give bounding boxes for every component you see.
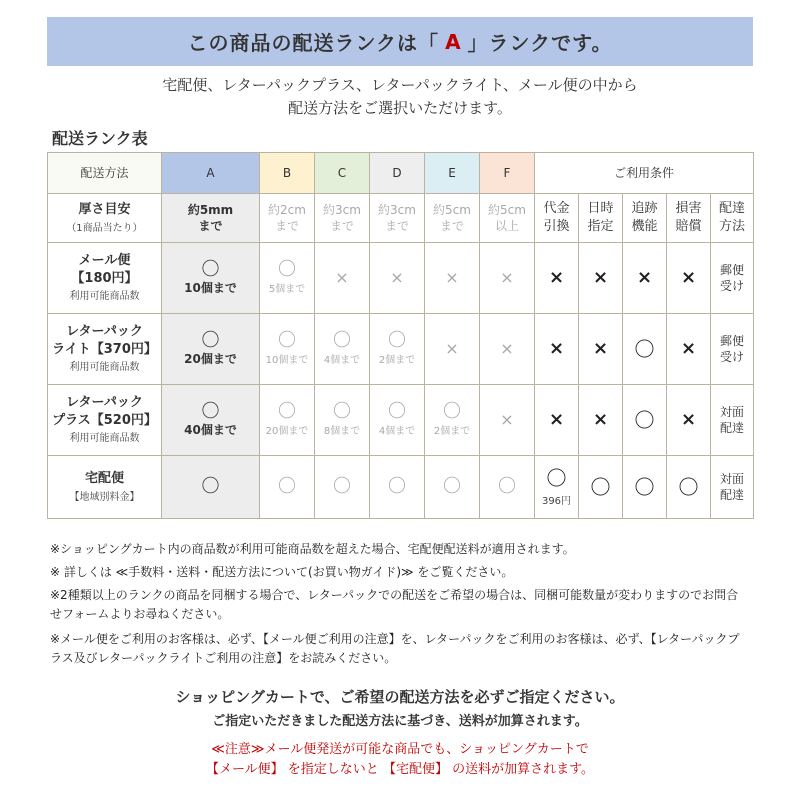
availability-cell (370, 456, 425, 519)
cross-mark: × (500, 268, 514, 288)
circle-mark: 〇 (388, 400, 406, 422)
circle-mark: 〇 (201, 476, 220, 498)
availability-cell (480, 456, 535, 519)
notes (50, 540, 750, 674)
intro-line-1: 宅配便、レターパックプラス、レターパックライト、メール便の中から (162, 76, 638, 94)
header-method: 配送方法 (48, 153, 162, 194)
availability-cell (425, 456, 480, 519)
footer-line-3: ≪注意≫メール便発送が可能な商品でも、ショッピングカートで (211, 742, 589, 757)
delivery-l1: 対面 (719, 471, 744, 486)
cross-mark: × (592, 337, 609, 359)
method-sub: 利用可能商品数 (69, 362, 140, 374)
condition-label-2: 方法 (718, 219, 745, 234)
condition-cell (623, 243, 667, 314)
condition-label-1: 配達 (718, 201, 745, 217)
rank-header-d: D (370, 153, 425, 194)
thickness-cell (162, 194, 260, 243)
banner-rank: A (445, 29, 462, 54)
condition-cell (579, 243, 623, 314)
thickness-value: 約5cm (488, 202, 526, 217)
circle-mark: 〇 (443, 476, 461, 498)
circle-mark: 〇 (278, 400, 296, 422)
condition-cell (535, 385, 579, 456)
rank-header-a: A (162, 153, 260, 194)
method-price: プラス【520円】 (52, 412, 157, 428)
table-title: 配送ランク表 (52, 129, 148, 148)
circle-mark: 〇 (388, 476, 406, 498)
row-label-thickness (48, 194, 162, 243)
item-count: 10個まで (265, 354, 309, 366)
thickness-cell (425, 194, 480, 243)
availability-cell (370, 385, 425, 456)
thickness-cell (315, 194, 370, 243)
availability-cell (260, 385, 315, 456)
note-item: ※ショッピングカート内の商品数が利用可能商品数を超えた場合、宅配便配送料が適用されます。 (50, 542, 575, 556)
method-name: レターパック (66, 324, 143, 340)
method-name: レターパック (66, 395, 143, 411)
delivery-l2: 受け (719, 350, 744, 364)
intro-line-2: 配送方法をご選択いただけます。 (288, 99, 512, 117)
condition-header (711, 194, 754, 243)
cod-fee: 396円 (541, 496, 572, 508)
delivery-method (711, 314, 754, 385)
thickness-unit: 以上 (494, 219, 519, 233)
circle-mark: 〇 (634, 336, 655, 361)
cross-mark: × (390, 268, 404, 288)
header-conditions: ご利用条件 (535, 153, 754, 194)
method-price: ライト【370円】 (52, 341, 157, 357)
condition-label-2: 賠償 (675, 219, 702, 234)
availability-cell (425, 314, 480, 385)
cross-mark: × (500, 410, 514, 430)
cross-mark: × (445, 339, 459, 359)
thickness-value: 約5cm (433, 202, 471, 217)
circle-mark: 〇 (498, 476, 516, 498)
thickness-value: 約3cm (323, 202, 361, 217)
condition-cell (623, 385, 667, 456)
condition-cell (623, 314, 667, 385)
condition-cell (535, 243, 579, 314)
circle-mark: 〇 (634, 407, 655, 432)
condition-cell (579, 314, 623, 385)
availability-cell (162, 314, 260, 385)
delivery-l1: 郵便 (719, 333, 744, 348)
item-count: 20個まで (265, 425, 309, 437)
condition-label-2: 指定 (587, 219, 614, 234)
shipping-rank-table (47, 152, 754, 519)
table-row (48, 456, 754, 519)
condition-label-1: 追跡 (631, 201, 658, 217)
delivery-l2: 受け (719, 279, 744, 293)
condition-cell (535, 456, 579, 519)
cross-mark: × (548, 408, 565, 430)
footer-line-2: ご指定いただきました配送方法に基づき、送料が加算されます。 (212, 714, 588, 729)
availability-cell (162, 243, 260, 314)
rank-header-c: C (315, 153, 370, 194)
availability-cell (162, 385, 260, 456)
method-label (48, 456, 162, 519)
condition-cell (579, 385, 623, 456)
circle-mark: 〇 (333, 329, 351, 351)
item-count: 4個まで (323, 354, 361, 366)
cross-mark: × (445, 268, 459, 288)
thickness-unit: まで (439, 219, 464, 233)
condition-header (623, 194, 667, 243)
method-label (48, 385, 162, 456)
circle-mark: 〇 (590, 474, 611, 499)
condition-label-1: 損害 (675, 201, 702, 217)
availability-cell (315, 385, 370, 456)
method-name: メール便 (78, 253, 131, 269)
condition-label-2: 引換 (543, 219, 570, 234)
delivery-method (711, 456, 754, 519)
delivery-method (711, 385, 754, 456)
thickness-label: 厚さ目安 (78, 201, 131, 217)
condition-label-2: 機能 (631, 219, 658, 234)
availability-cell (480, 314, 535, 385)
circle-mark: 〇 (678, 474, 699, 499)
cross-mark: × (335, 268, 349, 288)
cross-mark: × (680, 266, 697, 288)
circle-mark: 〇 (443, 400, 461, 422)
condition-cell (579, 456, 623, 519)
availability-cell (480, 385, 535, 456)
item-count: 2個まで (378, 354, 416, 366)
banner-suffix: 」ランクです。 (467, 31, 613, 55)
table-row (48, 314, 754, 385)
circle-mark: 〇 (278, 258, 296, 280)
footer-line-4: 【メール便】 を指定しないと 【宅配便】 の送料が加算されます。 (205, 762, 595, 777)
circle-mark: 〇 (634, 474, 655, 499)
method-label (48, 243, 162, 314)
delivery-l2: 配達 (719, 488, 744, 502)
method-sub: 利用可能商品数 (69, 291, 140, 303)
cross-mark: × (636, 266, 653, 288)
condition-cell (667, 385, 711, 456)
rank-header-e: E (425, 153, 480, 194)
cross-mark: × (592, 408, 609, 430)
note-item: ※ 詳しくは ≪手数料・送料・配送方法について(お買い物ガイド)≫ をご覧ください。 (50, 565, 514, 579)
thickness-cell (260, 194, 315, 243)
delivery-l1: 郵便 (719, 262, 744, 277)
availability-cell (480, 243, 535, 314)
cross-mark: × (548, 266, 565, 288)
condition-cell (667, 456, 711, 519)
condition-cell (535, 314, 579, 385)
rank-header-f: F (480, 153, 535, 194)
delivery-l1: 対面 (719, 404, 744, 419)
item-count: 4個まで (378, 425, 416, 437)
table-row (48, 243, 754, 314)
cross-mark: × (592, 266, 609, 288)
condition-label-1: 代金 (543, 201, 570, 217)
circle-mark: 〇 (546, 466, 567, 491)
cross-mark: × (680, 408, 697, 430)
method-name: 宅配便 (84, 470, 124, 486)
thickness-sub: （1商品当たり） (66, 222, 143, 234)
condition-cell (623, 456, 667, 519)
thickness-unit: まで (384, 219, 409, 233)
item-count: 40個まで (184, 422, 237, 437)
circle-mark: 〇 (388, 329, 406, 351)
availability-cell (162, 456, 260, 519)
note-item: ※2種類以上のランクの商品を同梱する場合で、レターパックでの配送をご希望の場合は、同梱可能数量が変わりますのでお問合せフォームよりお尋ねください。 (50, 588, 739, 621)
availability-cell (315, 314, 370, 385)
circle-mark: 〇 (201, 401, 220, 422)
circle-mark: 〇 (333, 476, 351, 498)
thickness-value: 約3cm (378, 202, 416, 217)
cross-mark: × (500, 339, 514, 359)
delivery-method (711, 243, 754, 314)
footer-line-1: ショッピングカートで、ご希望の配送方法を必ずご指定ください。 (175, 688, 625, 706)
availability-cell (260, 314, 315, 385)
availability-cell (425, 243, 480, 314)
condition-cell (667, 314, 711, 385)
thickness-value: 約5mm (187, 202, 234, 217)
thickness-unit: まで (329, 219, 354, 233)
rank-banner (47, 17, 753, 66)
availability-cell (260, 243, 315, 314)
circle-mark: 〇 (333, 400, 351, 422)
item-count: 5個まで (268, 283, 306, 295)
note-item: ※メール便をご利用のお客様は、必ず、【メール便ご利用の注意】を、レターパックをご利用のお客様は、必ず、【レターパックプラス及びレターパックライトご利用の注意】をお読みください。 (50, 632, 740, 665)
table-row (48, 385, 754, 456)
method-sub: 【地域別料金】 (69, 491, 140, 503)
circle-mark: 〇 (201, 259, 220, 280)
thickness-value: 約2cm (268, 202, 306, 217)
cross-mark: × (548, 337, 565, 359)
availability-cell (425, 385, 480, 456)
thickness-cell (370, 194, 425, 243)
thickness-unit: まで (198, 219, 223, 233)
availability-cell (315, 243, 370, 314)
method-label (48, 314, 162, 385)
cross-mark: × (680, 337, 697, 359)
circle-mark: 〇 (278, 476, 296, 498)
thickness-cell (480, 194, 535, 243)
condition-cell (667, 243, 711, 314)
item-count: 2個まで (433, 425, 471, 437)
rank-header-b: B (260, 153, 315, 194)
delivery-l2: 配達 (719, 421, 744, 435)
availability-cell (370, 314, 425, 385)
condition-header (667, 194, 711, 243)
item-count: 8個まで (323, 425, 361, 437)
item-count: 10個まで (184, 280, 237, 295)
condition-header (535, 194, 579, 243)
method-price: 【180円】 (71, 270, 138, 286)
method-sub: 利用可能商品数 (69, 433, 140, 445)
banner-prefix: この商品の配送ランクは「 (187, 31, 440, 55)
thickness-unit: まで (274, 219, 299, 233)
circle-mark: 〇 (278, 329, 296, 351)
condition-label-1: 日時 (587, 201, 614, 217)
circle-mark: 〇 (201, 330, 220, 351)
condition-header (579, 194, 623, 243)
availability-cell (315, 456, 370, 519)
item-count: 20個まで (184, 351, 237, 366)
availability-cell (260, 456, 315, 519)
availability-cell (370, 243, 425, 314)
